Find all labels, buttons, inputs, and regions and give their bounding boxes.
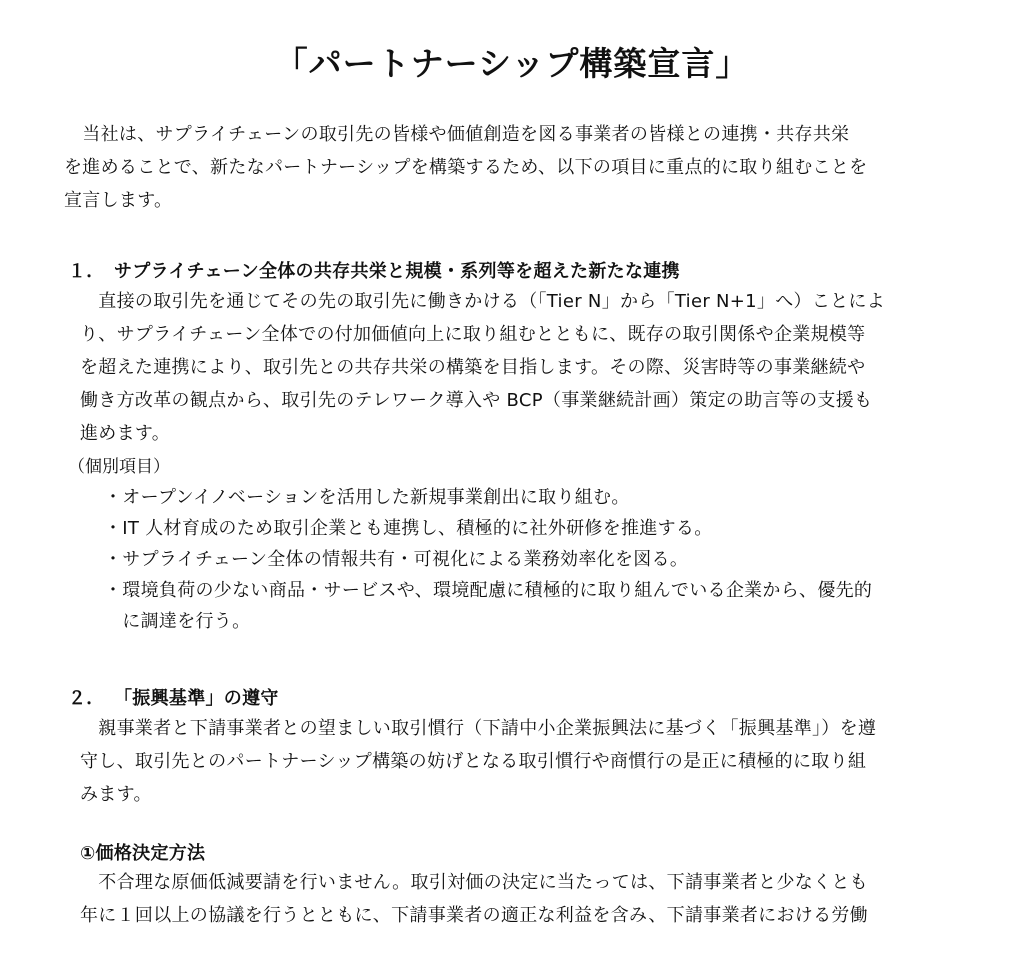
section-2-body-line: 親事業者と下請事業者との望ましい取引慣行（下請中小企業振興法に基づく「振興基準」）を遵	[80, 718, 877, 739]
list-item: ・オープンイノベーションを活用した新規事業創出に取り組む。	[104, 487, 630, 508]
section-2-body-line: みます。	[80, 784, 152, 805]
section-2-heading	[68, 685, 279, 713]
subsection-body-line: 不合理な原価低減要請を行いません。取引対価の決定に当たっては、下請事業者と少なくとも	[80, 872, 868, 893]
page-title: 「パートナーシップ構築宣言」	[274, 44, 750, 83]
section-2-body-line: 守し、取引先とのパートナーシップ構築の妨げとなる取引慣行や商慣行の是正に積極的に取り組	[80, 751, 867, 772]
subsection-body-line: 年に１回以上の協議を行うとともに、下請事業者の適正な利益を含み、下請事業者における労働	[80, 905, 868, 926]
section-2-heading-text: 「振興基準」の遵守	[114, 688, 279, 709]
list-item: ・IT 人材育成のため取引企業とも連携し、積極的に社外研修を推進する。	[104, 518, 713, 539]
intro-line: 当社は、サプライチェーンの取引先の皆様や価値創造を図る事業者の皆様との連携・共存共栄	[64, 124, 850, 145]
section-1-body-line: 働き方改革の観点から、取引先のテレワーク導入や BCP（事業継続計画）策定の助言等の支援も	[80, 390, 873, 411]
list-item: ・サプライチェーン全体の情報共有・可視化による業務効率化を図る。	[104, 549, 689, 570]
section-1-body-line: 直接の取引先を通じてその先の取引先に働きかける（「Tier N」から「Tier N+1」へ）ことによ	[80, 291, 886, 312]
section-1-body-line: り、サプライチェーン全体での付加価値向上に取り組むとともに、既存の取引関係や企業規模等	[80, 324, 866, 345]
section-1-heading-text: サプライチェーン全体の共存共栄と規模・系列等を超えた新たな連携	[114, 261, 680, 282]
subsection-body	[80, 866, 970, 932]
intro-line: 宣言します。	[64, 190, 173, 211]
intro-paragraph	[64, 118, 964, 217]
section-1-body-line: を超えた連携により、取引先との共存共栄の構築を目指します。その際、災害時等の事業継続や	[80, 357, 866, 378]
intro-line: を進めることで、新たなパートナーシップを構築するため、以下の項目に重点的に取り組むことを	[64, 157, 868, 178]
section-1-number: １．	[68, 261, 105, 282]
section-1-heading	[68, 258, 680, 286]
individual-items-label: （個別項目）	[68, 457, 170, 477]
section-2-body	[80, 712, 970, 811]
section-1-body	[80, 285, 970, 450]
section-1-body-line: 進めます。	[80, 423, 171, 444]
subsection-heading: ①価格決定方法	[80, 843, 206, 864]
list-item: に調達を行う。	[104, 611, 251, 632]
section-2-number: ２．	[68, 688, 105, 709]
individual-items-list	[104, 482, 964, 637]
list-item: ・環境負荷の少ない商品・サービスや、環境配慮に積極的に取り組んでいる企業から、優先的	[104, 580, 873, 601]
